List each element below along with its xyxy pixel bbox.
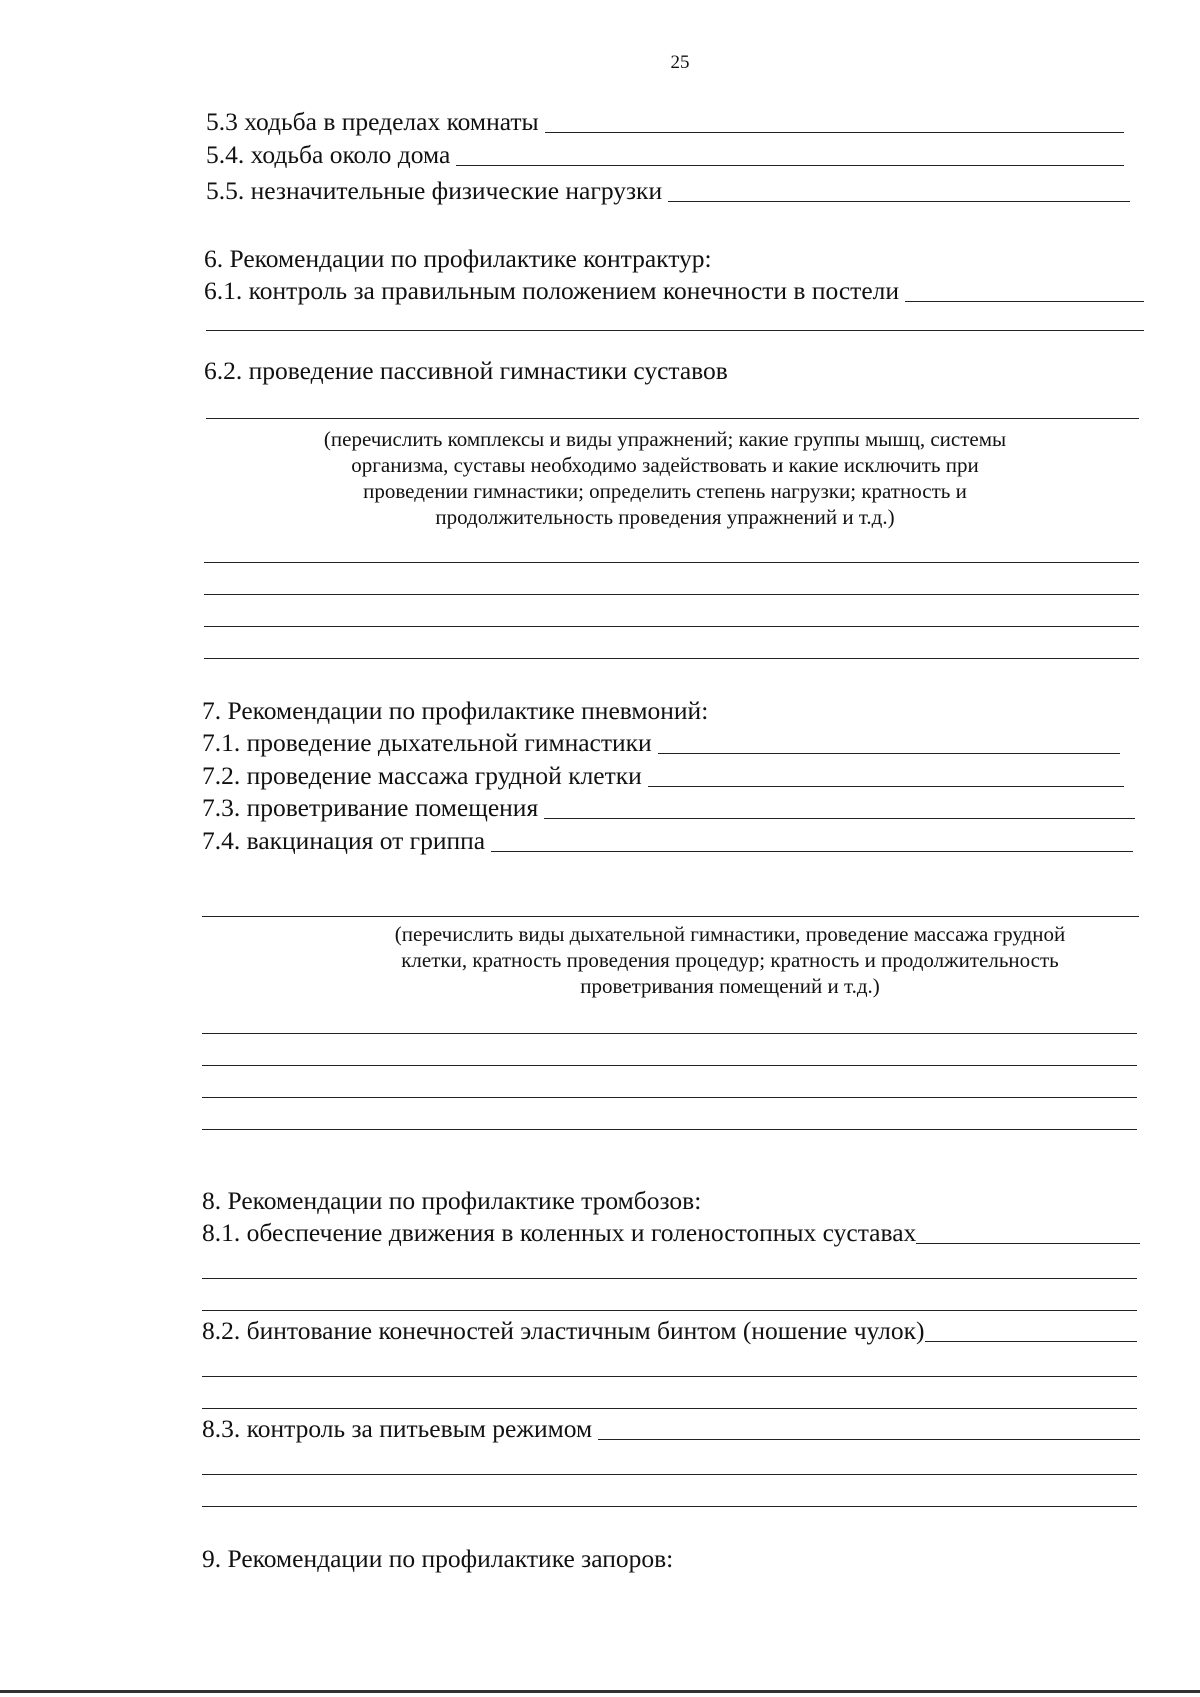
item-5-4-answer-line[interactable] bbox=[456, 165, 1124, 166]
item-5-5 bbox=[206, 176, 1130, 206]
item-7-2-label: 7.2. проведение массажа грудной клетки bbox=[202, 761, 642, 790]
section-9-heading: 9. Рекомендации по профилактике запоров: bbox=[202, 1544, 674, 1573]
note-line: (перечислить виды дыхательной гимнастики, проведение массажа грудной bbox=[394, 922, 1066, 946]
answer-line-8-1-a[interactable] bbox=[202, 1278, 1137, 1279]
item-7-3-answer-line[interactable] bbox=[544, 818, 1135, 819]
item-7-4 bbox=[202, 826, 1133, 856]
answer-line-6-1-continued[interactable] bbox=[206, 330, 1144, 331]
section-7-heading: 7. Рекомендации по профилактике пневмоний: bbox=[202, 696, 709, 725]
section-7-instruction-note bbox=[320, 921, 1140, 999]
item-8-1 bbox=[202, 1218, 1140, 1248]
item-7-4-answer-line[interactable] bbox=[491, 851, 1133, 852]
answer-line-8-3-b[interactable] bbox=[202, 1506, 1137, 1507]
item-7-1 bbox=[202, 728, 1120, 758]
item-5-3 bbox=[206, 107, 1124, 137]
answer-line-6-extra-1[interactable] bbox=[204, 562, 1139, 563]
item-8-2-label: 8.2. бинтование конечностей эластичным бинтом (ношение чулок) bbox=[202, 1316, 925, 1345]
item-6-1 bbox=[204, 276, 1144, 306]
answer-line-6-extra-4[interactable] bbox=[204, 658, 1139, 659]
item-8-2-answer-line[interactable] bbox=[925, 1341, 1137, 1342]
item-8-1-answer-line[interactable] bbox=[916, 1243, 1140, 1244]
item-6-1-answer-line[interactable] bbox=[905, 301, 1144, 302]
answer-line-7-extra-2[interactable] bbox=[202, 1065, 1137, 1066]
answer-line-7-extra-4[interactable] bbox=[202, 1129, 1137, 1130]
note-line: проветривания помещений и т.д.) bbox=[580, 974, 880, 998]
answer-line-7-extra-1[interactable] bbox=[202, 1033, 1137, 1034]
answer-line-8-2-a[interactable] bbox=[202, 1376, 1137, 1377]
item-7-2-answer-line[interactable] bbox=[648, 786, 1124, 787]
item-8-3 bbox=[202, 1414, 1140, 1444]
note-line: организма, суставы необходимо задействовать и какие исключить при bbox=[351, 453, 979, 477]
answer-line-6-extra-2[interactable] bbox=[204, 594, 1139, 595]
item-7-1-label: 7.1. проведение дыхательной гимнастики bbox=[202, 728, 652, 757]
note-line: (перечислить комплексы и виды упражнений; какие группы мышц, системы bbox=[323, 427, 1007, 451]
item-8-3-answer-line[interactable] bbox=[598, 1439, 1140, 1440]
item-8-1-label: 8.1. обеспечение движения в коленных и голеностопных суставах bbox=[202, 1218, 917, 1247]
answer-line-7-extra-3[interactable] bbox=[202, 1097, 1137, 1098]
section-8-heading: 8. Рекомендации по профилактике тромбозов: bbox=[202, 1186, 702, 1215]
page-bottom-edge bbox=[0, 1690, 1200, 1693]
section-6-instruction-note bbox=[240, 426, 1090, 530]
answer-line-6-2[interactable] bbox=[206, 418, 1139, 419]
item-5-4 bbox=[206, 140, 1124, 170]
item-5-5-answer-line[interactable] bbox=[668, 201, 1130, 202]
item-7-3 bbox=[202, 793, 1135, 823]
page-number: 25 bbox=[670, 52, 690, 73]
answer-line-8-3-a[interactable] bbox=[202, 1474, 1137, 1475]
section-6-heading: 6. Рекомендации по профилактике контрактур: bbox=[204, 244, 712, 273]
item-8-3-label: 8.3. контроль за питьевым режимом bbox=[202, 1414, 593, 1443]
item-5-4-label: 5.4. ходьба около дома bbox=[206, 140, 451, 169]
item-7-3-label: 7.3. проветривание помещения bbox=[202, 793, 539, 822]
answer-line-8-1-b[interactable] bbox=[202, 1310, 1137, 1311]
item-5-5-label: 5.5. незначительные физические нагрузки bbox=[206, 176, 663, 205]
answer-line-6-extra-3[interactable] bbox=[204, 626, 1139, 627]
item-8-2 bbox=[202, 1316, 1137, 1346]
item-7-1-answer-line[interactable] bbox=[658, 753, 1120, 754]
item-6-1-label: 6.1. контроль за правильным положением конечности в постели bbox=[204, 276, 900, 305]
item-7-2 bbox=[202, 761, 1124, 791]
answer-line-7[interactable] bbox=[202, 916, 1139, 917]
answer-line-8-2-b[interactable] bbox=[202, 1408, 1137, 1409]
item-5-3-label: 5.3 ходьба в пределах комнаты bbox=[206, 107, 539, 136]
item-7-4-label: 7.4. вакцинация от гриппа bbox=[202, 826, 486, 855]
note-line: проведении гимнастики; определить степень нагрузки; кратность и bbox=[363, 479, 967, 503]
note-line: продолжительность проведения упражнений и т.д.) bbox=[435, 505, 895, 529]
item-6-2-label: 6.2. проведение пассивной гимнастики суставов bbox=[204, 356, 728, 385]
note-line: клетки, кратность проведения процедур; кратность и продолжительность bbox=[401, 948, 1059, 972]
item-5-3-answer-line[interactable] bbox=[545, 132, 1124, 133]
